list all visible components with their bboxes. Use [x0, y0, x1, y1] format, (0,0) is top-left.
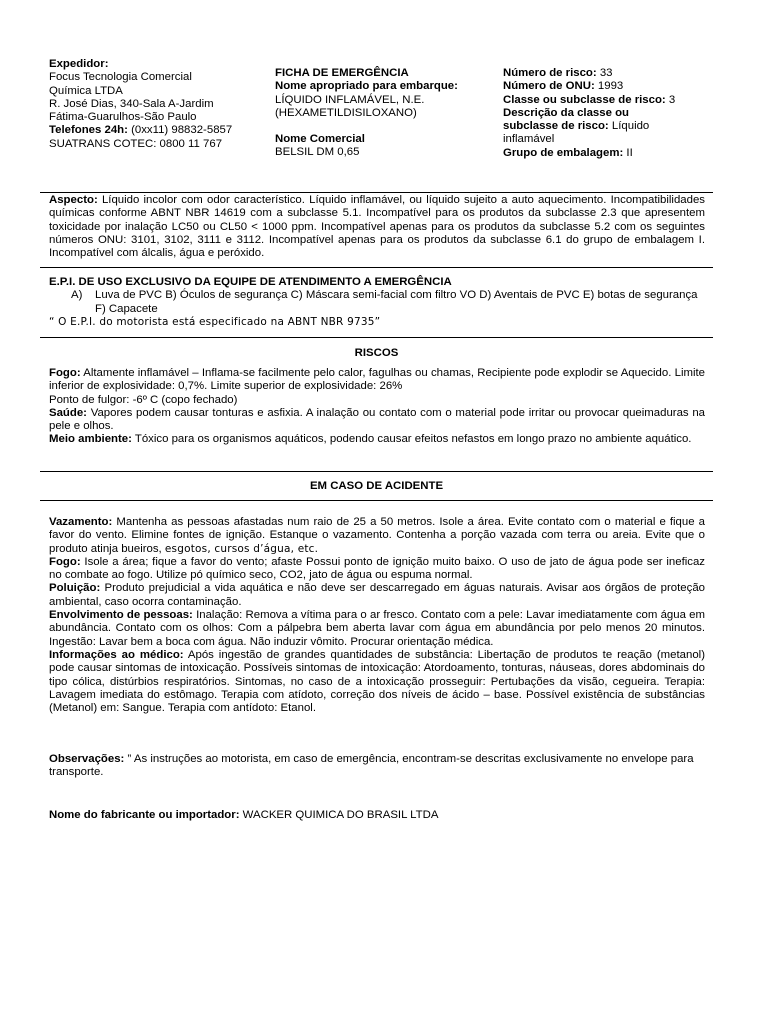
aspecto-section	[49, 194, 705, 260]
descricao-value: Líquido	[608, 120, 650, 133]
expedidor-line: R. José Dias, 340-Sala A-Jardim	[49, 97, 214, 110]
fabricante-label: Nome do fabricante ou importador:	[49, 809, 240, 821]
acidente-vazamento-text: Mantenha as pessoas afastadas num raio de 25 a 50 metros. Isole a área. Evite contato com o material e fique a favor do vento. Elimine fontes de ignição. Estanque o vazamento. Contenha a porção vazada com terra ou areia. Evite que o produto atinja bueiros,	[49, 516, 705, 555]
fabricante-value: WACKER QUIMICA DO BRASIL LTDA	[239, 809, 439, 821]
acidente-fogo	[49, 556, 705, 583]
acidente-vazamento-tail: esgotos, cursos d’água, etc.	[164, 542, 319, 555]
acidente-vazamento	[49, 516, 705, 556]
nome-embarque-value: LÍQUIDO INFLAMÁVEL, N.E.	[275, 93, 425, 106]
numero-onu-line	[503, 80, 718, 93]
epi-title: E.P.I. DE USO EXCLUSIVO DA EQUIPE DE ATENDIMENTO A EMERGÊNCIA	[49, 276, 452, 288]
classe-line	[503, 94, 718, 107]
acidente-poluicao	[49, 582, 705, 609]
epi-section	[49, 276, 709, 329]
riscos-meio-label: Meio ambiente:	[49, 433, 132, 446]
riscos-title: RISCOS	[354, 347, 399, 359]
descricao-value: inflamável	[503, 133, 555, 146]
suatrans-line: SUATRANS COTEC: 0800 11 767	[49, 137, 223, 150]
riscos-saude-label: Saúde:	[49, 406, 87, 419]
nome-embarque-label: Nome apropriado para embarque:	[275, 80, 458, 93]
divider	[40, 471, 713, 472]
acidente-poluicao-text: Produto prejudicial a vida aquática e não deve ser descarregado em águas naturais. Avisar aos órgãos de proteção ambiental, caso ocorra contaminação.	[49, 582, 705, 608]
ficha-title: FICHA DE EMERGÊNCIA	[275, 67, 409, 79]
acidente-envolvimento	[49, 609, 705, 649]
observacoes-text: As instruções ao motorista, em caso de emergência, encontram-se descritas exclusivamente no envelope para transporte.	[49, 753, 694, 779]
ficha-block	[275, 67, 500, 160]
acidente-fogo-label: Fogo:	[49, 555, 81, 568]
riscos-fogo	[49, 367, 705, 394]
expedidor-label: Expedidor:	[49, 58, 109, 70]
epi-item	[49, 289, 709, 316]
riscos-section	[49, 367, 705, 447]
acidente-fogo-text: Isole a área; fique a favor do vento; afaste Possui ponto de ignição muito baixo. O uso de jato de água pode ser ineficaz no combate ao fogo. Utilize pó químico seco, CO2, jato de água ou espuma normal.	[49, 555, 705, 582]
telefones-value: (0xx11) 98832-5857	[127, 124, 233, 137]
expedidor-block	[49, 58, 274, 151]
riscos-fogo-text: Altamente inflamável – Inflama-se facilmente pelo calor, fagulhas ou chamas, Recipiente pode explodir se Aquecido. Limite inferior de explosividade: 0,7%. Limite superior de explosividade: 26%	[49, 367, 705, 393]
acidente-title: EM CASO DE ACIDENTE	[309, 480, 444, 492]
acidente-envolvimento-text: Inalação: Remova a vítima para o ar fresco. Contato com a pele: Lavar imediatamente com água em abundância. Contato com os olhos: Com a pálpebra bem aberta lavar com água em abundância por pelo menos 20 minutos. Ingestão: Lavar bem a boca com água. Não induzir vômito. Procurar orientação médica.	[49, 609, 705, 648]
classe-value: 3	[665, 93, 676, 106]
riscos-fogo-label: Fogo:	[49, 367, 81, 379]
riscos-meio-text: Tóxico para os organismos aquáticos, podendo causar efeitos nefastos em longo prazo no ambiente aquático.	[131, 433, 692, 446]
acidente-envolvimento-label: Envolvimento de pessoas:	[49, 609, 193, 622]
acidente-medico-text: Após ingestão de grandes quantidades de substância: Libertação de produtos te reação (metanol) pode causar sintomas de intoxicação. Possíveis sintomas de intoxicação: Atordoamento, tonturas, náuseas, dores abdominais do tipo cólica, distúrbios respiratórios. Sintomas, no caso de a intoxicação prosseguir: Pertubações da visão, cegueira. Terapia: Lavagem imediata do estômago. Terapia com atídoto, correção dos níveis de ácido – base. Possível existência de substâncias (Metanol) em: Sangue. Terapia com antídoto: Etanol.	[49, 648, 705, 715]
descricao-label: Descrição da classe ou	[503, 106, 629, 119]
acidente-poluicao-label: Poluição:	[49, 582, 101, 595]
nome-embarque-value: (HEXAMETILDISILOXANO)	[275, 106, 417, 119]
expedidor-line: Química LTDA	[49, 84, 123, 97]
acidente-medico-label: Informações ao médico:	[49, 648, 184, 661]
fabricante-line	[49, 809, 709, 822]
numero-risco-label: Número de risco:	[503, 67, 597, 79]
riscos-saude	[49, 407, 705, 434]
divider	[40, 267, 713, 268]
epi-item-marker: A)	[71, 289, 83, 302]
observacoes-quote: ”	[124, 753, 134, 765]
observacoes-section	[49, 753, 709, 780]
observacoes-label: Observações:	[49, 753, 125, 765]
grupo-label: Grupo de embalagem:	[503, 146, 624, 159]
classe-label: Classe ou subclasse de risco:	[503, 93, 666, 106]
acidente-vazamento-label: Vazamento:	[49, 516, 113, 528]
descricao-label: subclasse de risco:	[503, 120, 609, 133]
numero-onu-label: Número de ONU:	[503, 80, 595, 93]
expedidor-line: Focus Tecnologia Comercial	[49, 71, 192, 84]
classificacao-block	[503, 67, 718, 160]
epi-item-text: Luva de PVC B) Óculos de segurança C) Máscara semi-facial com filtro VO D) Aventais de PVC E) botas de segurança F) Capacete	[95, 289, 698, 315]
riscos-saude-text: Vapores podem causar tonturas e asfixia. A inalação ou contato com o material pode irritar ou provocar queimaduras na pele e olhos.	[49, 406, 705, 433]
numero-risco-line	[503, 67, 718, 80]
descricao-line	[503, 120, 718, 133]
divider	[40, 192, 713, 193]
telefones-label: Telefones 24h:	[49, 124, 128, 137]
numero-onu-value: 1993	[594, 80, 624, 93]
divider	[40, 500, 713, 501]
aspecto-text: Líquido incolor com odor característico. Líquido inflamável, ou líquido sujeito a auto aquecimento. Incompatibilidades químicas conforme ABNT NBR 14619 com a subclasse 5.1. Incompatível para os produtos da subclasse 2.3 que apresentem toxicidade por inalação LC50 ou CL50 < 1000 ppm. Incompatível apenas para os produtos da subclasse 5.2 com os seguintes números ONU: 3101, 3102, 3111 e 3112. Incompatível apenas para os produtos da subclasse 6.1 do grupo de embalagem I. Incompatível com álcalis, água e peróxido.	[49, 194, 705, 260]
aspecto-label: Aspecto:	[49, 194, 98, 206]
telefones-line	[49, 124, 274, 137]
numero-risco-value: 33	[596, 67, 613, 79]
expedidor-line: Fátima-Guarulhos-São Paulo	[49, 111, 197, 124]
ponto-fulgor: Ponto de fulgor: -6º C (copo fechado)	[49, 393, 238, 406]
grupo-value: II	[623, 146, 633, 159]
acidente-medico	[49, 649, 705, 715]
riscos-meio	[49, 433, 705, 446]
acidente-section	[49, 516, 705, 715]
grupo-line	[503, 147, 718, 160]
nome-comercial-label: Nome Comercial	[275, 133, 365, 146]
divider	[40, 337, 713, 338]
epi-note: “ O E.P.I. do motorista está especificado na ABNT NBR 9735”	[49, 315, 381, 328]
nome-comercial-value: BELSIL DM 0,65	[275, 146, 360, 159]
